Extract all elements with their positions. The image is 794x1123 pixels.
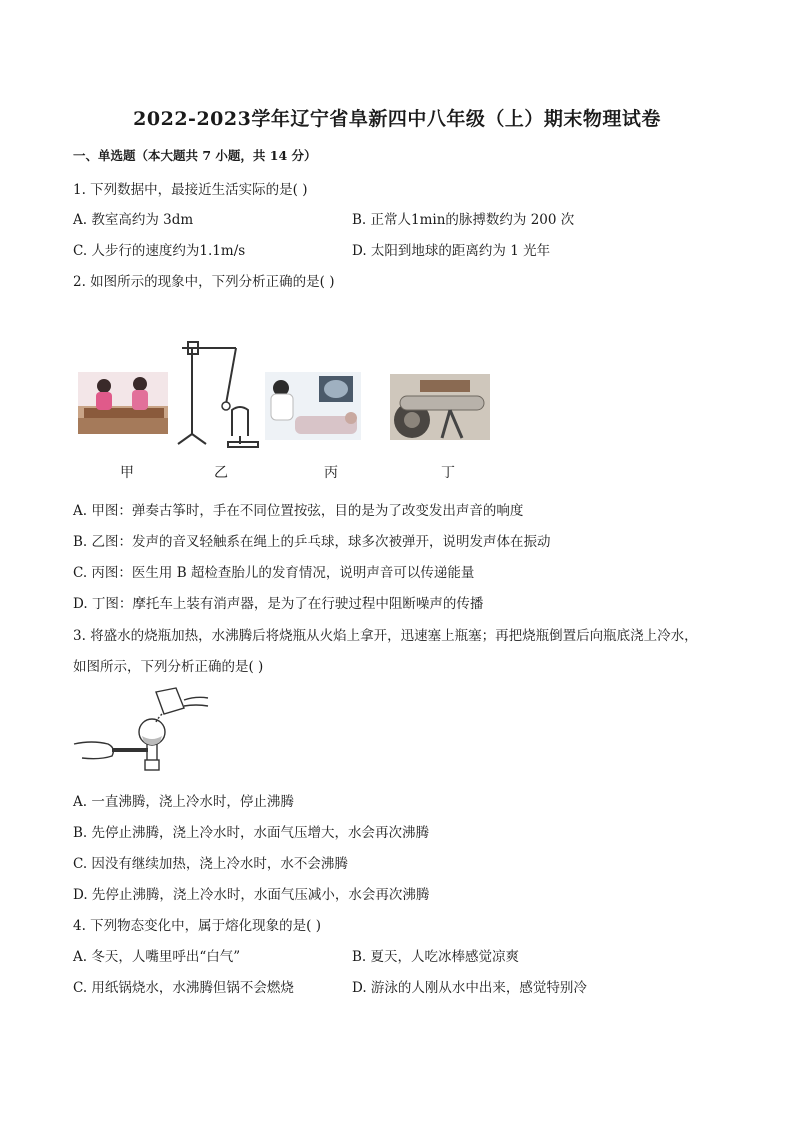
ultrasound-figure [265,372,361,440]
question-4-option-d: D. 游泳的人刚从水中出来，感觉特别冷 [352,980,587,996]
tuning-fork-figure [174,338,266,448]
question-3-option-a: A. 一直沸腾，浇上冷水时，停止沸腾 [73,794,294,810]
question-3-option-d: D. 先停止沸腾，浇上冷水时，水面气压减小，水会再次沸腾 [73,887,430,903]
question-2-option-c: C. 丙图：医生用 B 超检查胎儿的发育情况，说明声音可以传递能量 [73,565,475,581]
question-1-option-d: D. 太阳到地球的距离约为 1 光年 [352,243,551,259]
page-title: 2022-2023学年辽宁省阜新四中八年级（上）期末物理试卷 [133,108,661,130]
question-2-option-a: A. 甲图：弹奏古筝时，手在不同位置按弦，目的是为了改变发出声音的响度 [73,503,524,519]
guzheng-figure [78,372,168,434]
question-1-option-b: B. 正常人1min的脉搏数约为 200 次 [352,212,575,228]
section-heading: 一、单选题（本大题共 7 小题，共 14 分） [73,148,317,163]
question-3-stem-line-2: 如图所示，下列分析正确的是( ) [73,659,264,675]
question-4-option-c: C. 用纸锅烧水，水沸腾但锅不会燃烧 [73,980,294,996]
question-1-option-a: A. 教室高约为 3dm [73,212,194,228]
muffler-figure [390,374,490,440]
figure-label-bing: 丙 [324,465,338,481]
question-2-option-d: D. 丁图：摩托车上装有消声器，是为了在行驶过程中阻断噪声的传播 [73,596,484,612]
question-1-option-c: C. 人步行的速度约为1.1m/s [73,243,246,259]
flask-cold-water-figure [72,686,212,778]
question-3-option-b: B. 先停止沸腾，浇上冷水时，水面气压增大，水会再次沸腾 [73,825,430,841]
question-4-stem: 4. 下列物态变化中，属于熔化现象的是( ) [73,918,321,934]
figure-label-ding: 丁 [441,465,455,481]
figure-label-yi: 乙 [214,465,228,481]
question-2-option-b: B. 乙图：发声的音叉轻触系在绳上的乒乓球，球多次被弹开，说明发声体在振动 [73,534,551,550]
figure-label-jia: 甲 [120,465,134,481]
question-2-stem: 2. 如图所示的现象中，下列分析正确的是( ) [73,274,335,290]
question-1-stem: 1. 下列数据中，最接近生活实际的是( ) [73,182,308,198]
question-3-option-c: C. 因没有继续加热，浇上冷水时，水不会沸腾 [73,856,348,872]
question-4-option-a: A. 冬天，人嘴里呼出“白气” [73,949,241,965]
question-4-option-b: B. 夏天，人吃冰棒感觉凉爽 [352,949,520,965]
question-3-stem-line-1: 3. 将盛水的烧瓶加热，水沸腾后将烧瓶从火焰上拿开，迅速塞上瓶塞；再把烧瓶倒置后向瓶底浇上冷水， [73,628,698,644]
